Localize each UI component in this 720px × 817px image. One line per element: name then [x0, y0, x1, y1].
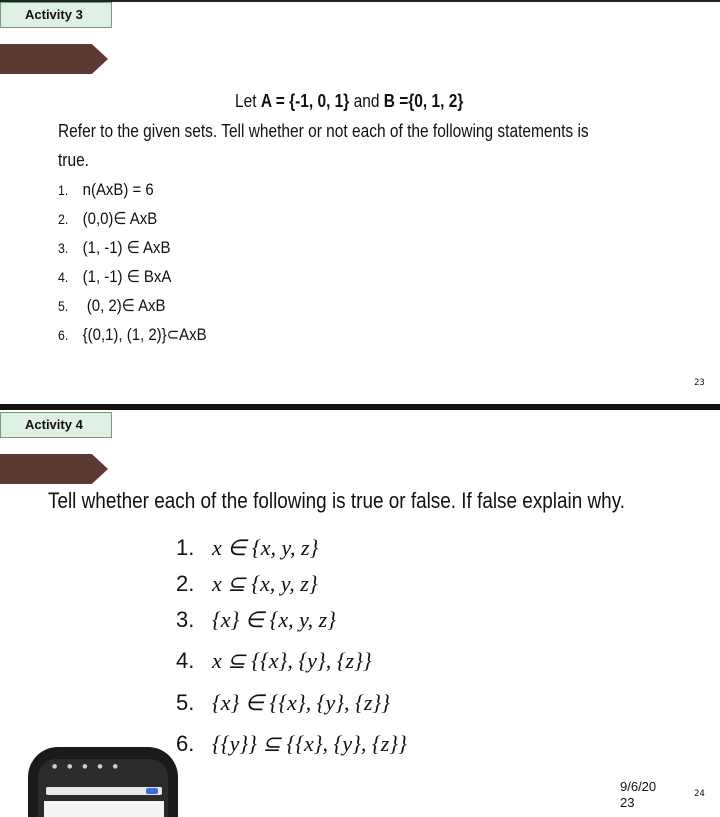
phone-content: [44, 801, 164, 817]
page-number: 23: [694, 378, 705, 388]
phone-thumbnail: [28, 747, 178, 817]
instruction-line-1: Refer to the given sets. Tell whether or not each of the following statements is: [58, 121, 589, 141]
date-line-2: 23: [620, 795, 635, 810]
list-item: [58, 238, 171, 258]
set-b-name: B: [383, 91, 395, 111]
slide-activity-3: [0, 0, 720, 404]
list-item: [58, 267, 171, 287]
and-text: and: [353, 91, 384, 111]
list-item: [58, 180, 154, 200]
item-expression: {x} ∈ {{x}, {y}, {z}}: [212, 690, 390, 715]
item-number: 1.: [58, 182, 69, 198]
item-number: 5.: [176, 690, 195, 715]
item-text: (1, -1) ∈ BxA: [82, 267, 172, 286]
item-expression: {x} ∈ {x, y, z}: [212, 607, 336, 632]
item-text: (0,0)∈ AxB: [82, 209, 158, 228]
item-number: 6.: [176, 731, 195, 756]
list-item: [58, 296, 166, 316]
item-number: 1.: [176, 535, 195, 560]
page-number: 24: [694, 789, 705, 799]
sets-prefix: Let: [235, 91, 261, 111]
set-b-value: ={0, 1, 2}: [394, 91, 464, 111]
item-number: 4.: [176, 648, 195, 673]
item-text: (1, -1) ∈ AxB: [82, 238, 171, 257]
phone-search-bar: [46, 787, 162, 795]
item-expression: {{y}} ⊆ {{x}, {y}, {z}}: [212, 731, 407, 756]
sets-definition: [235, 91, 463, 112]
item-number: 4.: [58, 269, 69, 285]
list-item: [176, 648, 372, 674]
item-number: 5.: [58, 298, 69, 314]
list-item: [176, 535, 318, 561]
activity-4-label: Activity 4: [0, 412, 112, 438]
date-line-1: 9/6/20: [620, 779, 657, 794]
item-text: n(AxB) = 6: [82, 180, 154, 199]
list-item: [176, 607, 336, 633]
slide-date: [620, 779, 656, 811]
item-number: 3.: [176, 607, 195, 632]
list-item: [176, 731, 407, 757]
activity-3-label: Activity 3: [0, 2, 112, 28]
item-number: 3.: [58, 240, 69, 256]
item-number: 2.: [58, 211, 69, 227]
item-number: 2.: [176, 571, 195, 596]
list-item: [176, 571, 318, 597]
item-number: 6.: [58, 327, 69, 343]
list-item: [176, 690, 390, 716]
list-item: [58, 325, 207, 345]
item-text: {(0,1), (1, 2)}⊂AxB: [82, 325, 207, 344]
arrow-banner: [0, 44, 108, 74]
phone-status-icons: ● ● ● ● ●: [52, 763, 122, 770]
activity-4-question: Tell whether each of the following is true or false. If false explain why.: [48, 488, 626, 513]
arrow-banner: [0, 454, 108, 484]
item-expression: x ⊆ {{x}, {y}, {z}}: [212, 648, 372, 673]
phone-screen: [38, 759, 168, 817]
phone-button: [146, 788, 158, 794]
item-expression: x ⊆ {x, y, z}: [212, 571, 318, 596]
list-item: [58, 209, 157, 229]
item-expression: x ∈ {x, y, z}: [212, 535, 319, 560]
instruction-line-2: true.: [58, 150, 89, 170]
set-a-value: = {-1, 0, 1}: [271, 91, 354, 111]
item-text: (0, 2)∈ AxB: [82, 296, 166, 315]
set-a-name: A: [260, 91, 272, 111]
